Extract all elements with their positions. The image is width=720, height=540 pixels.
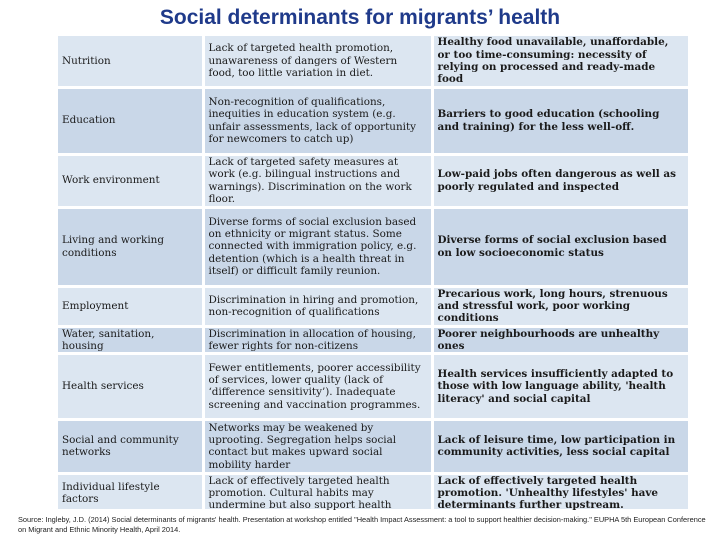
general-factor-cell: Barriers to good education (schooling and training) for the less well-off. [432,87,688,154]
determinant-cell: Education [58,87,203,154]
general-factor-cell: Precarious work, long hours, strenuous and stressful work, poor working conditions [432,286,688,326]
general-factor-cell: Healthy food unavailable, unaffordable, or too time-consuming: necessity of relying on processed and ready-made food [432,36,688,87]
determinants-table [58,36,688,512]
determinant-cell: Work environment [58,154,203,207]
determinant-cell: Living and working conditions [58,207,203,286]
page-title: Social determinants for migrants’ health [159,6,561,29]
general-factor-cell: Lack of effectively targeted health promotion. 'Unhealthy lifestyles' have determinants further upstream. [432,473,688,513]
table-row [58,154,688,207]
general-factor-cell: Diverse forms of social exclusion based on low socioeconomic status [432,207,688,286]
migrant-factor-cell: Diverse forms of social exclusion based on ethnicity or migrant status. Some connected with immigration policy, e.g. detention (which is a health threat in itself) or difficult family reunion. [203,207,432,286]
determinant-cell: Health services [58,353,203,419]
general-factor-cell: Poorer neighbourhoods are unhealthy ones [432,326,688,353]
determinant-cell: Nutrition [58,36,203,87]
table-row [58,207,688,286]
migrant-factor-cell: Lack of targeted health promotion, unawareness of dangers of Western food, too little variation in diet. [203,36,432,87]
table-row [58,419,688,473]
table-row [58,36,688,87]
migrant-factor-cell: Discrimination in hiring and promotion, non-recognition of qualifications [203,286,432,326]
migrant-factor-cell: Non-recognition of qualifications, inequities in education system (e.g. unfair assessments, lack of opportunity for newcomers to catch up) [203,87,432,154]
table-row [58,87,688,154]
determinants-grid [58,36,688,515]
table-row [58,326,688,353]
migrant-factor-cell: Lack of targeted safety measures at work (e.g. bilingual instructions and warnings). Discrimination on the work floor. [203,154,432,207]
determinant-cell: Individual lifestyle factors [58,473,203,513]
source-citation: Source: Ingleby, J.D. (2014) Social determinants of migrants' health. Presentation at workshop entitled "Health Impact Assessment: a tool to support healthier decision-making." EUPHA 5th European Conference on Migrant and Ethnic Minority Health, April 2014. [18,515,706,534]
general-factor-cell: Low-paid jobs often dangerous as well as poorly regulated and inspected [432,154,688,207]
migrant-factor-cell: Fewer entitlements, poorer accessibility of services, lower quality (lack of ‘difference sensitivity’). Inadequate screening and vaccination programmes. [203,353,432,419]
general-factor-cell: Health services insufficiently adapted to those with low language ability, 'health literacy' and social capital [432,353,688,419]
general-factor-cell: Lack of leisure time, low participation in community activities, less social capital [432,419,688,473]
table-row [58,473,688,513]
table-row [58,286,688,326]
table-row [58,353,688,419]
migrant-factor-cell: Networks may be weakened by uprooting. Segregation helps social contact but makes upward social mobility harder [203,419,432,473]
migrant-factor-cell: Discrimination in allocation of housing, fewer rights for non-citizens [203,326,432,353]
determinant-cell: Employment [58,286,203,326]
determinant-cell: Social and community networks [58,419,203,473]
migrant-factor-cell: Lack of effectively targeted health promotion. Cultural habits may undermine but also support health [203,473,432,513]
determinant-cell: Water, sanitation, housing [58,326,203,353]
